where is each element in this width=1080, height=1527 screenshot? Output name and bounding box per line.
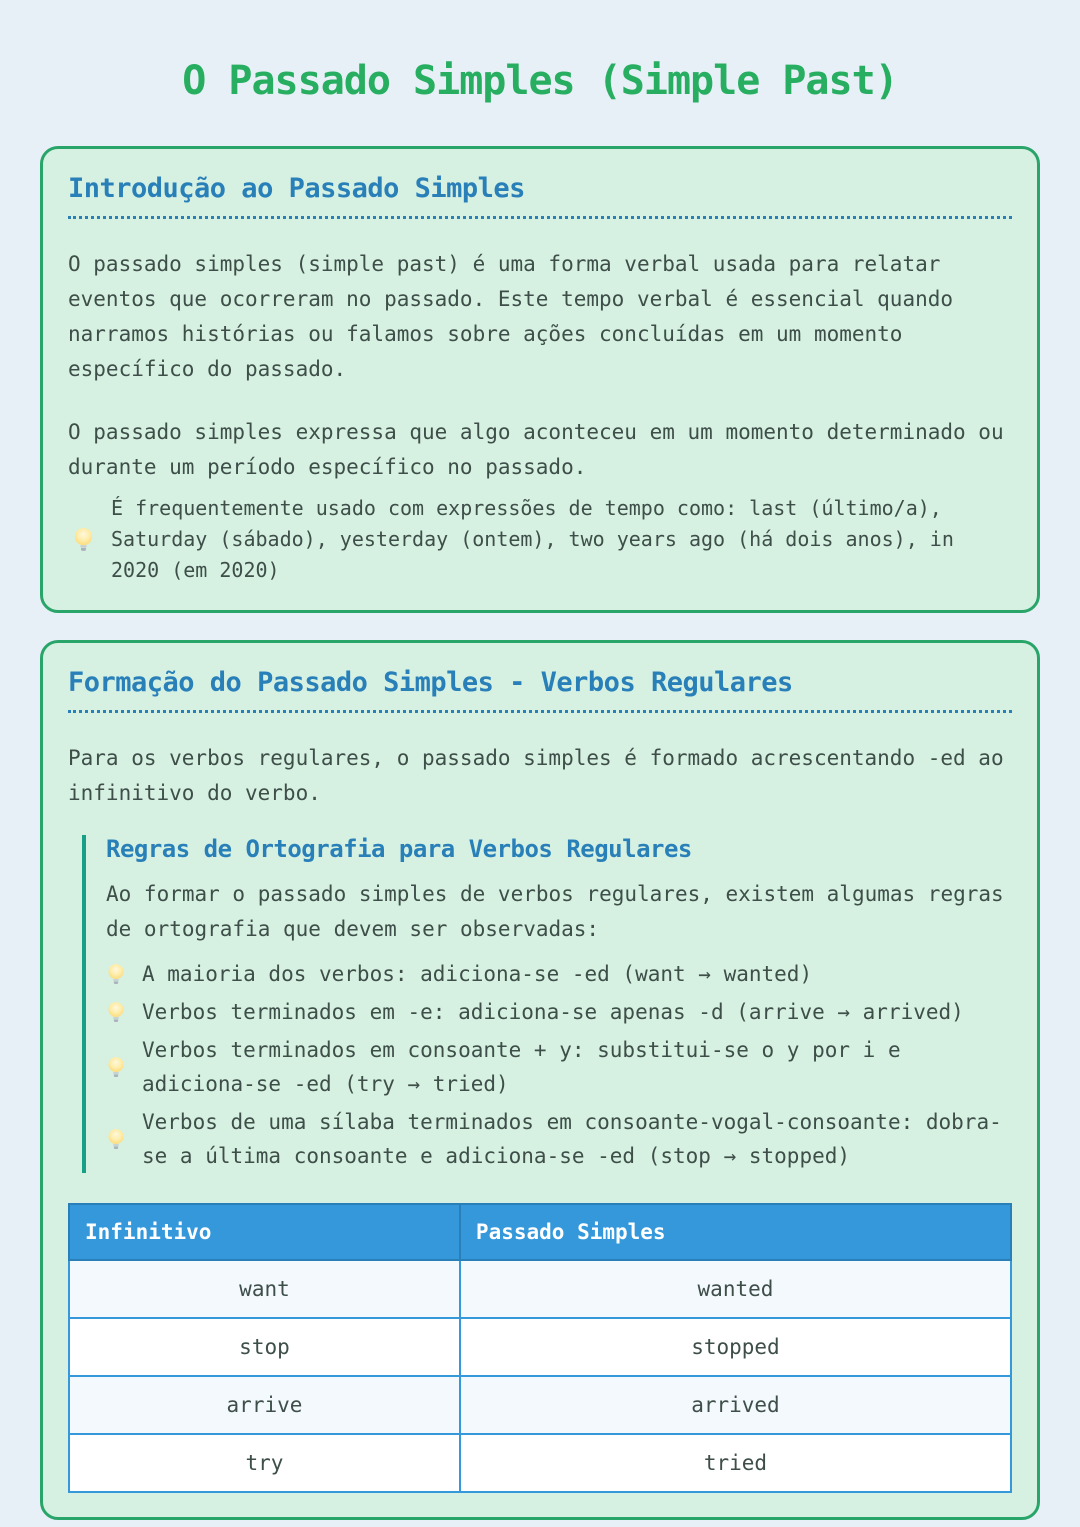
intro-card-heading: Introdução ao Passado Simples <box>68 173 1012 219</box>
lightbulb-icon <box>106 1000 126 1025</box>
formation-card <box>40 640 1040 1520</box>
simple-past-cell: wanted <box>460 1260 1011 1318</box>
list-item <box>106 1105 1012 1173</box>
intro-card <box>40 146 1040 613</box>
spelling-rules-intro: Ao formar o passado simples de verbos regulares, existem algumas regras de ortografia que devem ser observadas: <box>106 882 1004 941</box>
infinitive-cell: want <box>69 1260 460 1318</box>
simple-past-cell: arrived <box>460 1376 1011 1434</box>
spelling-rules-subsection <box>82 835 1012 1173</box>
list-item <box>106 957 1012 991</box>
intro-paragraph-2: O passado simples expressa que algo aconteceu em um momento determinado ou durante um período específico no passado. <box>68 420 1004 479</box>
rule-text: Verbos terminados em -e: adiciona-se apenas -d (arrive → arrived) <box>142 1000 964 1024</box>
list-item <box>106 995 1012 1029</box>
infinitive-cell: arrive <box>69 1376 460 1434</box>
spelling-rules-heading: Regras de Ortografia para Verbos Regulares <box>106 835 692 863</box>
simple-past-cell: tried <box>460 1434 1011 1492</box>
lightbulb-icon <box>106 962 126 987</box>
page-title: O Passado Simples (Simple Past) <box>182 58 898 104</box>
rule-text: Verbos terminados em consoante + y: substitui-se o y por i e adiciona-se -ed (try → tried) <box>142 1038 901 1096</box>
infinitive-cell: try <box>69 1434 460 1492</box>
table-row <box>69 1318 1011 1376</box>
formation-paragraph: Para os verbos regulares, o passado simples é formado acrescentando -ed ao infinitivo do verbo. <box>68 746 1004 805</box>
table-row <box>69 1376 1011 1434</box>
formation-card-heading: Formação do Passado Simples - Verbos Regulares <box>68 667 1012 713</box>
table-row <box>69 1260 1011 1318</box>
simple-past-cell: stopped <box>460 1318 1011 1376</box>
infinitive-cell: stop <box>69 1318 460 1376</box>
tip-text: É frequentemente usado com expressões de tempo como: last (último/a), Saturday (sábado), yesterday (ontem), two years ago (há dois anos), in 2020 (em 2020) <box>111 496 954 582</box>
rule-text: A maioria dos verbos: adiciona-se -ed (want → wanted) <box>142 962 813 986</box>
lightbulb-icon <box>106 1055 126 1080</box>
spelling-rules-list <box>106 957 1012 1173</box>
rule-text: Verbos de uma sílaba terminados em consoante-vogal-consoante: dobra-se a última consoante e adiciona-se -ed (stop → stopped) <box>142 1110 1002 1168</box>
table-header-row <box>69 1204 1011 1260</box>
intro-paragraph-1: O passado simples (simple past) é uma forma verbal usada para relatar eventos que ocorreram no passado. Este tempo verbal é essencial quando narramos histórias ou falamos sobre ações concluídas em um momento específico do passado. <box>68 252 954 381</box>
time-expressions-tip <box>68 493 1012 586</box>
table-row <box>69 1434 1011 1492</box>
column-header-simple-past: Passado Simples <box>460 1204 1011 1260</box>
lightbulb-icon <box>106 1127 126 1152</box>
list-item <box>106 1033 1012 1101</box>
column-header-infinitive: Infinitivo <box>69 1204 460 1260</box>
lightbulb-icon <box>72 526 95 554</box>
verbs-table <box>68 1203 1012 1493</box>
